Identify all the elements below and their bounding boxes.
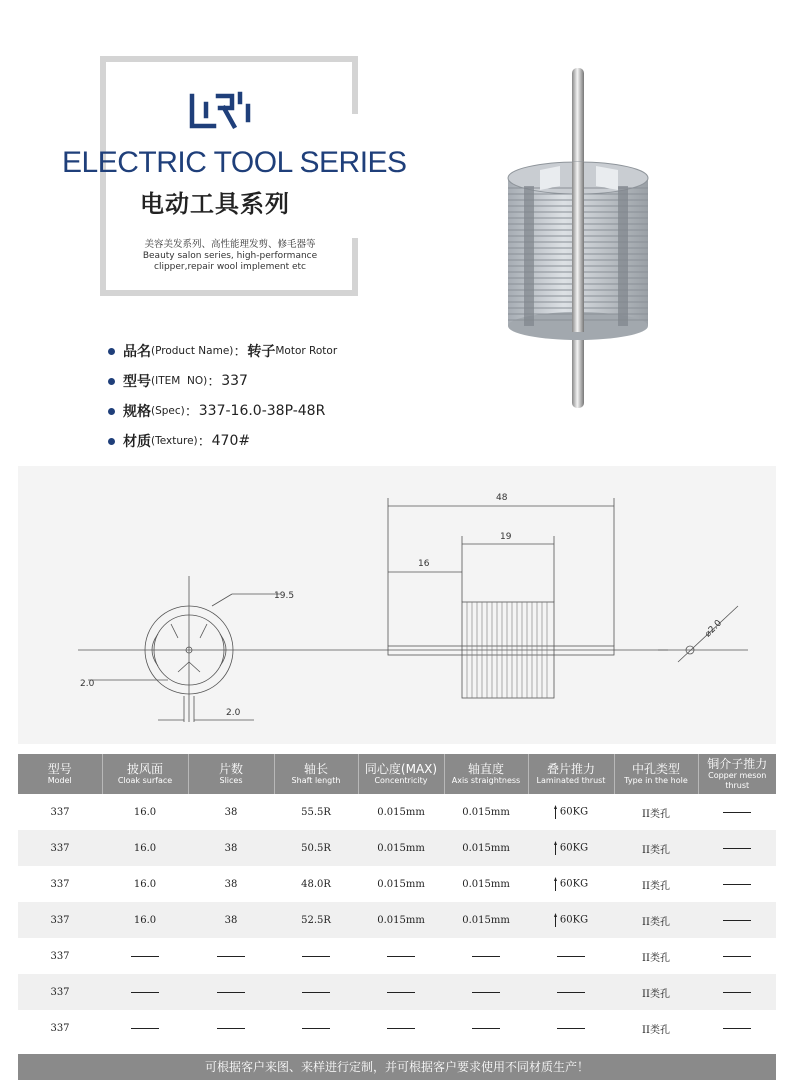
thrust-arrow-icon (554, 877, 557, 891)
table-cell (528, 830, 614, 866)
dash-mark (217, 992, 245, 993)
spec-separator: ： (233, 344, 248, 360)
cell-value: II类孔 (642, 808, 670, 820)
footer-note: 可根据客户来图、来样进行定制，并可根据客户要求使用不同材质生产！ (18, 1054, 776, 1080)
dash-mark (302, 1028, 330, 1029)
table-cell (18, 1010, 102, 1046)
dash-mark (131, 1028, 159, 1029)
table-cell (102, 866, 188, 902)
bullet-icon (108, 408, 115, 415)
table-cell (102, 938, 188, 974)
table-cell (358, 1010, 444, 1046)
table-cell (18, 938, 102, 974)
table-cell (358, 794, 444, 830)
cell-value: 0.015mm (377, 842, 425, 854)
spec-key: 型号 (123, 374, 151, 390)
table-cell (698, 938, 776, 974)
cell-value: II类孔 (642, 844, 670, 856)
cell-value: 60KG (559, 842, 589, 854)
table-cell (614, 938, 698, 974)
dash-mark (302, 992, 330, 993)
cell-value: 337 (50, 986, 70, 998)
table-cell (274, 974, 358, 1010)
dash-mark (723, 1028, 751, 1029)
dash-mark (472, 1028, 500, 1029)
table-cell (102, 1010, 188, 1046)
table-cell (102, 902, 188, 938)
dash-mark (723, 920, 751, 921)
spec-separator: ： (184, 404, 199, 420)
table-row (18, 830, 776, 866)
dash-mark (557, 1028, 585, 1029)
spec-item-product-name (108, 336, 337, 366)
dash-mark (723, 884, 751, 885)
table-cell (18, 794, 102, 830)
motor-rotor-illustration (500, 66, 660, 412)
table-cell (528, 1010, 614, 1046)
column-header-concentricity: 同心度(MAX) Concentricity (358, 754, 444, 794)
cell-value: II类孔 (642, 880, 670, 892)
table-cell (528, 938, 614, 974)
table-cell (18, 902, 102, 938)
cell-value: 337 (50, 1022, 70, 1034)
dash-mark (131, 992, 159, 993)
dash-mark (387, 956, 415, 957)
column-header-axis-straightness: 轴直度 Axis straightness (444, 754, 528, 794)
dash-mark (723, 812, 751, 813)
table-cell (698, 830, 776, 866)
spec-key: 规格 (123, 404, 151, 420)
table-cell (18, 974, 102, 1010)
table-cell (528, 974, 614, 1010)
title-frame-corner (352, 238, 358, 296)
cell-value: 38 (224, 878, 238, 890)
table-row (18, 974, 776, 1010)
dash-mark (557, 956, 585, 957)
spec-key-en: (ITEM NO) (151, 375, 208, 387)
spec-value: 337-16.0-38P-48R (198, 403, 326, 419)
cell-value: 0.015mm (377, 914, 425, 926)
table-cell (614, 830, 698, 866)
cell-value: 337 (50, 878, 70, 890)
table-row (18, 938, 776, 974)
table-cell (274, 794, 358, 830)
table-cell (102, 794, 188, 830)
table-cell (188, 974, 274, 1010)
dash-mark (723, 956, 751, 957)
table-cell (358, 938, 444, 974)
cell-value: 337 (50, 842, 70, 854)
dash-mark (387, 992, 415, 993)
table-cell (698, 974, 776, 1010)
cell-value: 0.015mm (462, 914, 510, 926)
table-cell (698, 794, 776, 830)
cell-value: 52.5R (301, 914, 331, 926)
cell-value: 38 (224, 842, 238, 854)
dimension-19: 19 (500, 532, 512, 542)
dash-mark (557, 992, 585, 993)
table-cell (188, 794, 274, 830)
dash-mark (472, 992, 500, 993)
table-cell (274, 866, 358, 902)
table-cell (444, 830, 528, 866)
table-row (18, 866, 776, 902)
cell-value: 16.0 (133, 914, 157, 926)
cell-value: II类孔 (642, 952, 670, 964)
table-cell (358, 866, 444, 902)
dash-mark (387, 1028, 415, 1029)
dimension-diameter: ⌀2.0 (703, 618, 725, 640)
column-header-slices: 片数 Slices (188, 754, 274, 794)
spec-item-item-no (108, 366, 337, 396)
cell-value: 0.015mm (377, 878, 425, 890)
thrust-arrow-icon (554, 913, 557, 927)
dimension-16: 16 (418, 559, 430, 569)
table-cell (188, 830, 274, 866)
table-cell (444, 866, 528, 902)
dimension-19-5: 19.5 (274, 591, 295, 601)
table-cell (18, 830, 102, 866)
column-header-shaft-length: 轴长 Shaft length (274, 754, 358, 794)
spec-item-texture (108, 426, 337, 456)
spec-value: 470# (211, 433, 251, 449)
spec-value: 转子 (247, 344, 276, 360)
table-cell (188, 902, 274, 938)
cell-value: 0.015mm (462, 878, 510, 890)
cell-value: 38 (224, 914, 238, 926)
table-cell (358, 974, 444, 1010)
table-cell (614, 794, 698, 830)
column-header-model: 型号 Model (18, 754, 102, 794)
table-cell (698, 866, 776, 902)
spec-value: 337 (221, 373, 248, 389)
table-cell (274, 902, 358, 938)
spec-separator: ： (197, 434, 212, 450)
subtitle-english-line1: Beauty salon series, high-performance (142, 251, 318, 261)
spec-item-spec (108, 396, 337, 426)
table-cell (188, 938, 274, 974)
dash-mark (723, 992, 751, 993)
subtitle-chinese: 美容美发系列、高性能理发剪、修毛器等 (144, 239, 316, 250)
table-cell (444, 938, 528, 974)
cell-value: 0.015mm (462, 842, 510, 854)
table-cell (444, 974, 528, 1010)
spec-table (18, 754, 776, 1046)
table-cell (528, 794, 614, 830)
spec-key-en: (Product Name) (151, 345, 234, 357)
spec-key: 材质 (123, 434, 151, 450)
table-cell (528, 902, 614, 938)
cell-value: II类孔 (642, 988, 670, 1000)
title-english: ELECTRIC TOOL SERIES (62, 146, 407, 179)
cell-value: 337 (50, 950, 70, 962)
technical-drawing (18, 466, 776, 744)
dash-mark (131, 956, 159, 957)
table-cell (614, 974, 698, 1010)
bullet-icon (108, 438, 115, 445)
table-cell (358, 830, 444, 866)
table-row (18, 794, 776, 830)
table-cell (444, 902, 528, 938)
cell-value: 0.015mm (462, 806, 510, 818)
table-cell (614, 866, 698, 902)
dimension-2-bottom: 2.0 (226, 708, 241, 718)
table-cell (18, 866, 102, 902)
table-cell (358, 902, 444, 938)
table-cell (614, 1010, 698, 1046)
cell-value: 60KG (559, 806, 589, 818)
cell-value: 337 (50, 806, 70, 818)
column-header-cloak-surface: 披风面 Cloak surface (102, 754, 188, 794)
thrust-arrow-icon (554, 841, 557, 855)
cell-value: 16.0 (133, 878, 157, 890)
table-cell (698, 902, 776, 938)
cell-value: 60KG (559, 878, 589, 890)
table-cell (274, 1010, 358, 1046)
cell-value: 0.015mm (377, 806, 425, 818)
column-header-copper-meson-thrust: 铜介子推力 Copper meson thrust (698, 754, 776, 794)
cell-value: 16.0 (133, 806, 157, 818)
dash-mark (723, 848, 751, 849)
dash-mark (217, 956, 245, 957)
table-header-row (18, 754, 776, 794)
cell-value: II类孔 (642, 1024, 670, 1036)
spec-list (108, 336, 337, 456)
cell-value: 55.5R (301, 806, 331, 818)
thrust-arrow-icon (554, 805, 557, 819)
table-cell (444, 1010, 528, 1046)
dash-mark (217, 1028, 245, 1029)
spec-value-en: Motor Rotor (275, 345, 338, 357)
table-cell (102, 830, 188, 866)
cell-value: 337 (50, 914, 70, 926)
column-header-laminated-thrust: 叠片推力 Laminated thrust (528, 754, 614, 794)
spec-key: 品名 (123, 344, 151, 360)
table-cell (698, 1010, 776, 1046)
brand-logo-icon (188, 90, 260, 136)
table-cell (188, 866, 274, 902)
table-cell (274, 830, 358, 866)
subtitle-english-line2: clipper,repair wool implement etc (154, 262, 306, 272)
column-header-hole-type: 中孔类型 Type in the hole (614, 754, 698, 794)
spec-separator: ： (207, 374, 222, 390)
table-cell (528, 866, 614, 902)
cell-value: 48.0R (301, 878, 331, 890)
dash-mark (302, 956, 330, 957)
bullet-icon (108, 348, 115, 355)
table-cell (444, 794, 528, 830)
table-cell (188, 1010, 274, 1046)
cell-value: II类孔 (642, 916, 670, 928)
cell-value: 60KG (559, 914, 589, 926)
title-chinese: 电动工具系列 (140, 190, 290, 218)
table-cell (274, 938, 358, 974)
cell-value: 38 (224, 806, 238, 818)
table-row (18, 1010, 776, 1046)
spec-key-en: (Texture) (151, 435, 198, 447)
title-frame-corner (352, 56, 358, 114)
dash-mark (472, 956, 500, 957)
dimension-48: 48 (496, 493, 508, 503)
dimension-2-left: 2.0 (80, 679, 95, 689)
cell-value: 16.0 (133, 842, 157, 854)
bullet-icon (108, 378, 115, 385)
cell-value: 50.5R (301, 842, 331, 854)
spec-key-en: (Spec) (151, 405, 185, 417)
table-cell (614, 902, 698, 938)
table-row (18, 902, 776, 938)
table-cell (102, 974, 188, 1010)
